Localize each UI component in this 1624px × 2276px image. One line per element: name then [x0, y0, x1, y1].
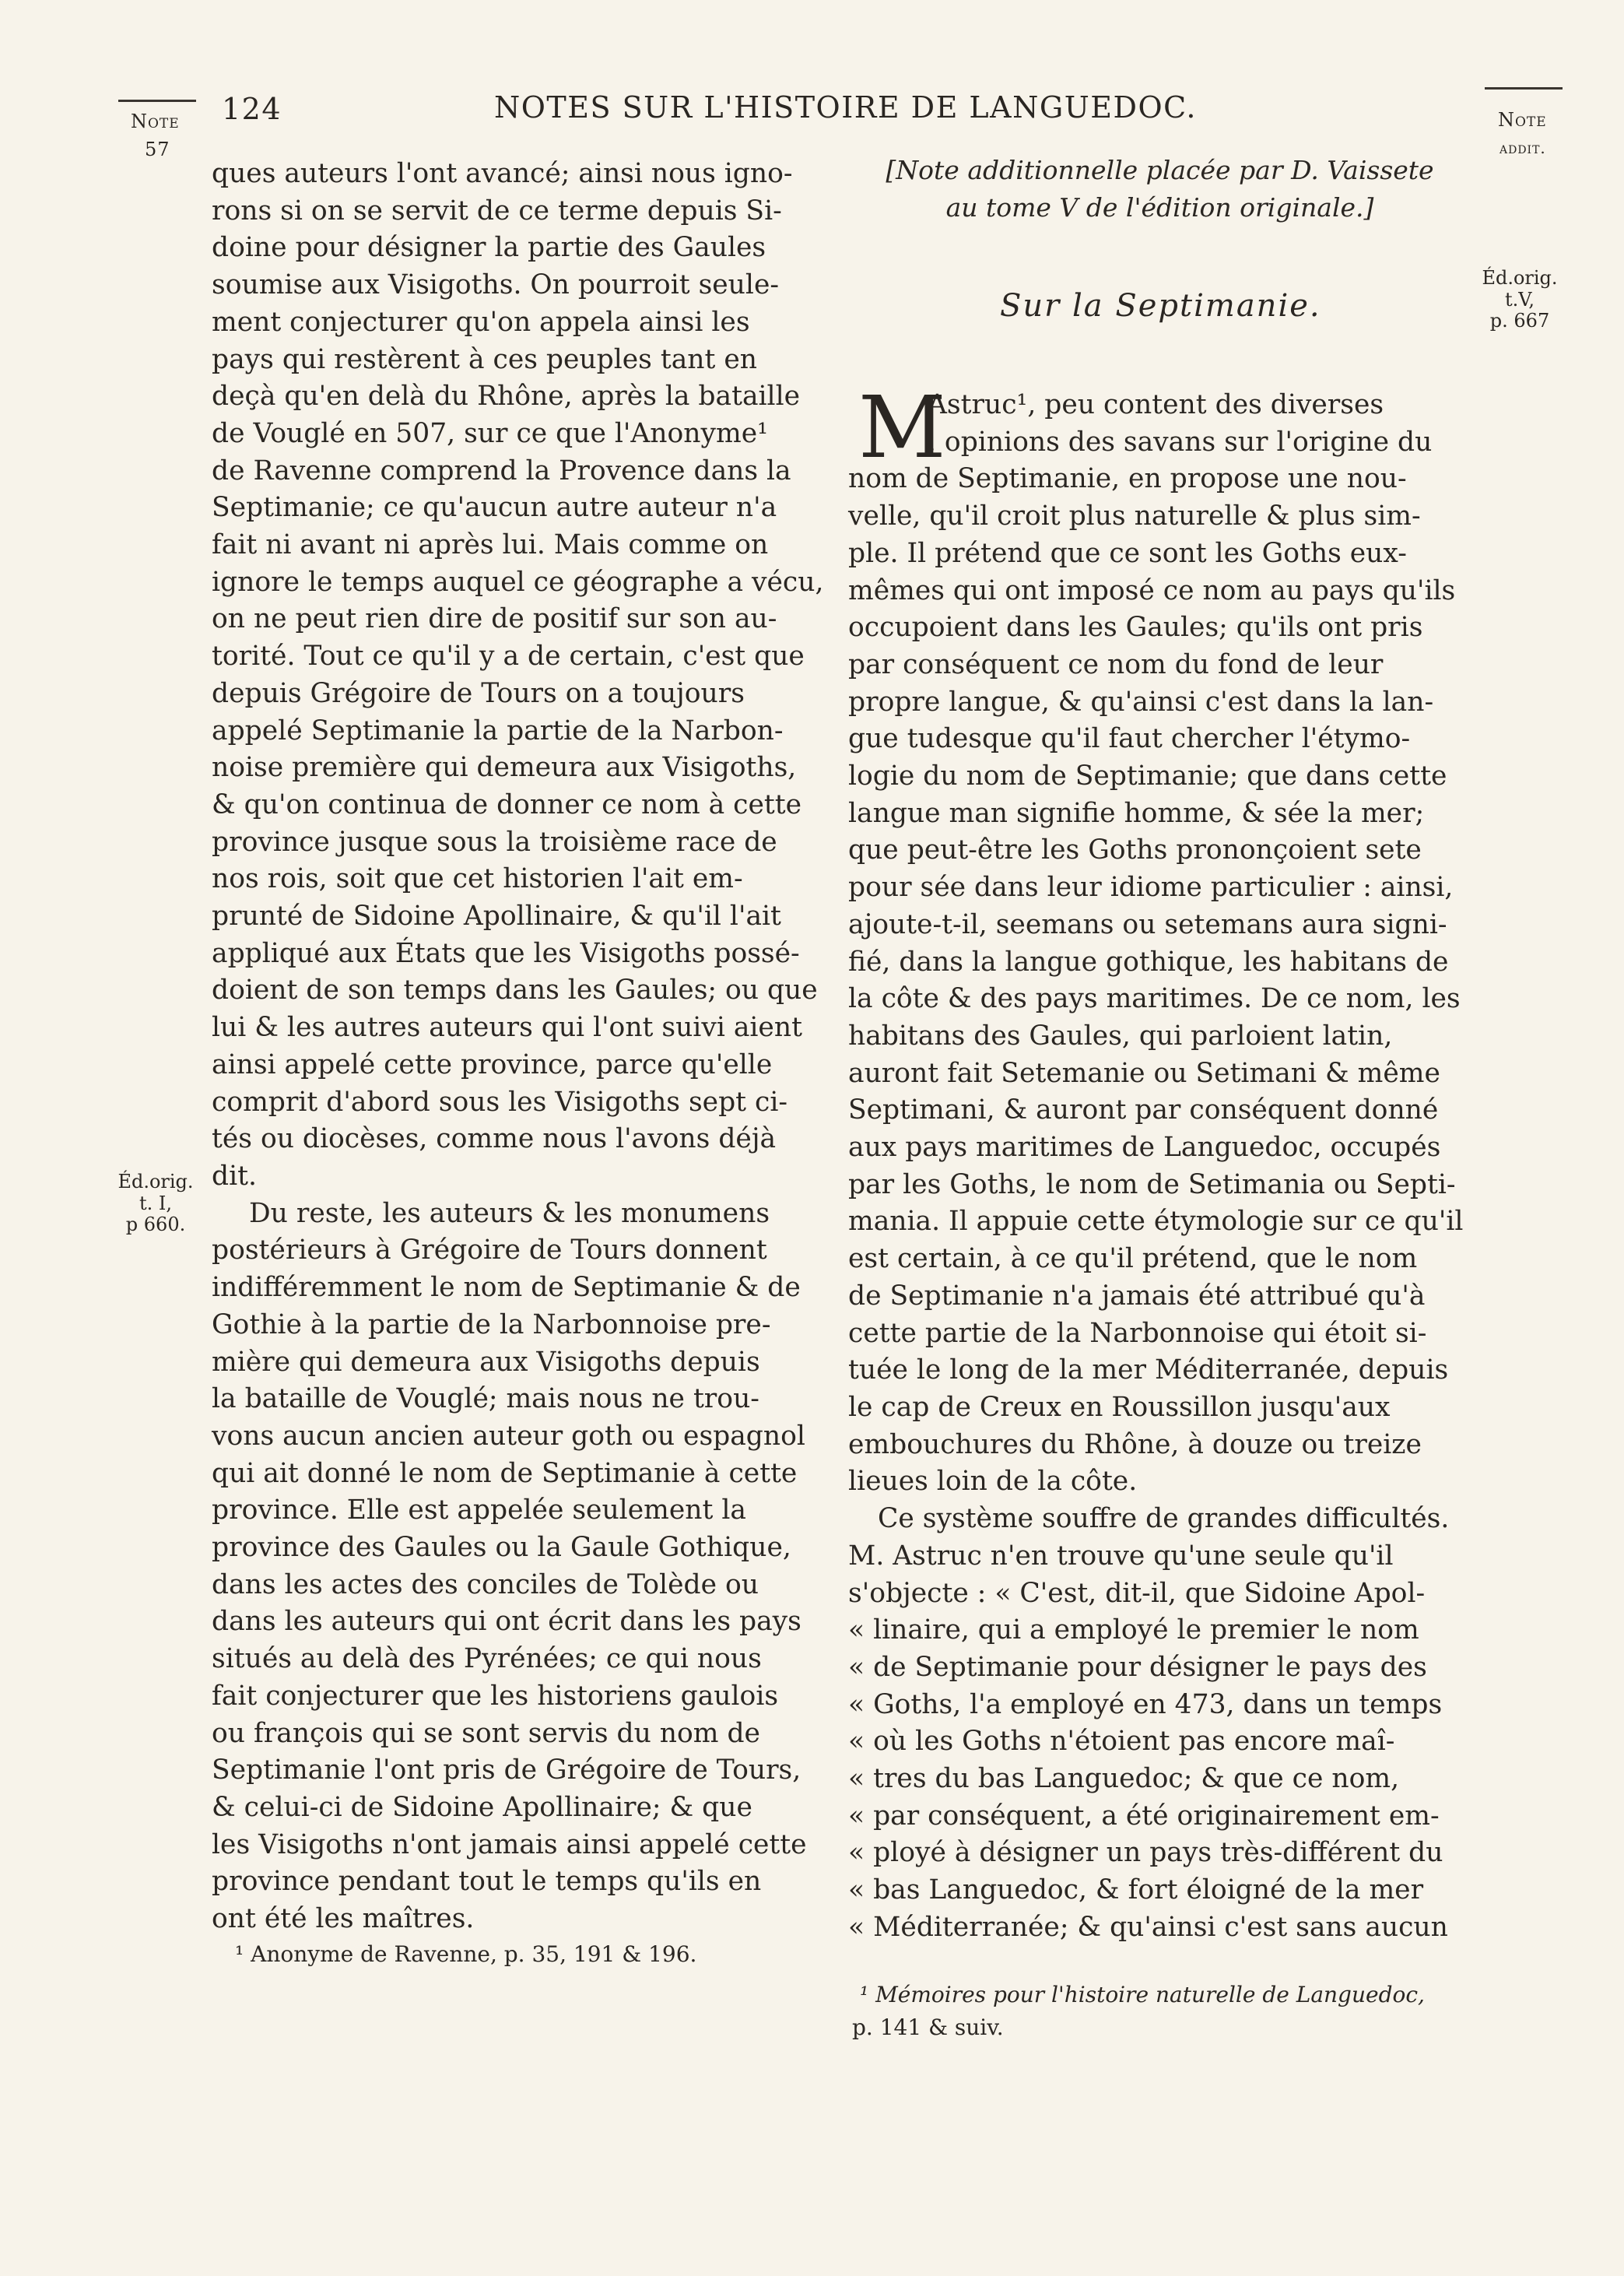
- text-line: s'objecte : « C'est, dit-il, que Sidoine Apol-: [848, 1577, 1426, 1609]
- text-line: « bas Languedoc, & fort éloigné de la mer: [848, 1874, 1424, 1906]
- text-line: propre langue, & qu'ainsi c'est dans la lan-: [848, 686, 1434, 718]
- text-line: « où les Goths n'étoient pas encore maî-: [848, 1726, 1395, 1758]
- right-edition-line: p. 667: [1489, 310, 1550, 332]
- text-line: postérieurs à Grégoire de Tours donnent: [212, 1235, 767, 1266]
- text-line: les Visigoths n'ont jamais ainsi appelé cette: [212, 1828, 807, 1860]
- right-edition-line: t.V,: [1504, 288, 1535, 311]
- text-line: qui ait donné le nom de Septimanie à cette: [212, 1457, 798, 1489]
- text-line: langue man signifie homme, & sée la mer;: [848, 797, 1425, 829]
- text-line: « ployé à désigner un pays très-différent du: [848, 1837, 1443, 1869]
- right-footnote-line1: ¹ Mémoires pour l'histoire naturelle de Languedoc,: [860, 1982, 1425, 2007]
- left-edition-line: t. I,: [139, 1192, 172, 1214]
- text-line: lui & les autres auteurs qui l'ont suivi aient: [212, 1012, 802, 1044]
- running-title: NOTES SUR L'HISTOIRE DE LANGUEDOC.: [494, 90, 1197, 125]
- left-note-number: 57: [145, 139, 170, 160]
- text-line: fié, dans la langue gothique, les habitans de: [848, 946, 1449, 978]
- text-line: pour sée dans leur idiome particulier : ainsi,: [848, 872, 1454, 904]
- text-line: province. Elle est appelée seulement la: [212, 1495, 746, 1526]
- text-line: mière qui demeura aux Visigoths depuis: [212, 1346, 760, 1378]
- text-line: aux pays maritimes de Languedoc, occupés: [848, 1132, 1441, 1164]
- text-line: « par conséquent, a été originairement em-: [848, 1800, 1440, 1832]
- note-intro: [858, 152, 1461, 227]
- text-line: appliqué aux États que les Visigoths possé-: [212, 937, 800, 969]
- text-line: lieues loin de la côte.: [848, 1466, 1138, 1498]
- drop-cap: M: [858, 378, 946, 477]
- text-line: fait ni avant ni après lui. Mais comme on: [212, 529, 769, 561]
- text-line: Septimani, & auront par conséquent donné: [848, 1094, 1439, 1126]
- text-line: Du reste, les auteurs & les monumens: [249, 1197, 770, 1229]
- text-line: Astruc¹, peu content des diverses: [928, 389, 1384, 420]
- text-line: par conséquent ce nom du fond de leur: [848, 648, 1384, 680]
- text-line: Septimanie; ce qu'aucun autre auteur n'a: [212, 492, 777, 524]
- text-line: gue tudesque qu'il faut chercher l'étymo-: [848, 723, 1411, 755]
- text-line: « tres du bas Languedoc; & que ce nom,: [848, 1763, 1400, 1795]
- left-note-label: Note: [131, 111, 180, 132]
- text-line: & celui-ci de Sidoine Apollinaire; & que: [212, 1791, 752, 1823]
- text-line: ont été les maîtres.: [212, 1903, 475, 1935]
- text-line: dit.: [212, 1160, 257, 1192]
- text-line: situés au delà des Pyrénées; ce qui nous: [212, 1643, 762, 1675]
- right-note-label: Note: [1498, 109, 1547, 131]
- right-edition-line: Éd.orig.: [1482, 267, 1558, 289]
- text-line: « Goths, l'a employé en 473, dans un temps: [848, 1688, 1443, 1720]
- text-line: ignore le temps auquel ce géographe a vécu,: [212, 566, 824, 598]
- left-edition-ref: [109, 1171, 202, 1236]
- text-line: nos rois, soit que cet historien l'ait em-: [212, 863, 743, 895]
- text-line: ques auteurs l'ont avancé; ainsi nous igno-: [212, 158, 793, 189]
- text-line: province pendant tout le temps qu'ils en: [212, 1866, 762, 1898]
- text-line: doient de son temps dans les Gaules; ou que: [212, 975, 818, 1006]
- text-line: par les Goths, le nom de Setimania ou Septi-: [848, 1168, 1456, 1200]
- left-column-text: [212, 156, 824, 1938]
- text-line: embouchures du Rhône, à douze ou treize: [848, 1428, 1422, 1460]
- text-line: vons aucun ancien auteur goth ou espagnol: [212, 1420, 805, 1452]
- text-line: tuée le long de la mer Méditerranée, depuis: [848, 1354, 1449, 1386]
- text-line: ple. Il prétend que ce sont les Goths eux-: [848, 537, 1407, 569]
- text-line: prunté de Sidoine Apollinaire, & qu'il l'ait: [212, 901, 781, 933]
- text-line: mêmes qui ont imposé ce nom au pays qu'ils: [848, 574, 1456, 606]
- text-line: auront fait Setemanie ou Setimani & même: [848, 1057, 1440, 1089]
- section-title: Sur la Septimanie.: [1000, 288, 1321, 324]
- text-line: ment conjecturer qu'on appela ainsi les: [212, 306, 750, 338]
- text-line: soumise aux Visigoths. On pourroit seule-: [212, 269, 780, 301]
- text-line: est certain, à ce qu'il prétend, que le nom: [848, 1243, 1418, 1275]
- right-note-addit: addit.: [1499, 139, 1546, 157]
- text-line: que peut-être les Goths prononçoient sete: [848, 834, 1422, 866]
- text-line: province des Gaules ou la Gaule Gothique,: [212, 1532, 791, 1564]
- right-edition-ref: [1477, 268, 1563, 332]
- left-note-rule: [118, 100, 196, 102]
- text-line: indifféremment le nom de Septimanie & de: [212, 1272, 801, 1304]
- text-line: de Ravenne comprend la Provence dans la: [212, 455, 791, 486]
- text-line: nom de Septimanie, en propose une nou-: [848, 463, 1407, 495]
- text-line: ou françois qui se sont servis du nom de: [212, 1717, 760, 1749]
- text-line: « linaire, qui a employé le premier le nom: [848, 1614, 1419, 1646]
- left-edition-line: Éd.orig.: [118, 1171, 194, 1192]
- text-line: appelé Septimanie la partie de la Narbon-: [212, 715, 784, 746]
- right-note-rule: [1485, 87, 1563, 90]
- right-footnote: [852, 1979, 1459, 2044]
- text-line: le cap de Creux en Roussillon jusqu'aux: [848, 1391, 1391, 1423]
- text-line: de Septimanie n'a jamais été attribué qu'à: [848, 1280, 1426, 1312]
- text-line: cette partie de la Narbonnoise qui étoit si-: [848, 1317, 1427, 1349]
- text-line: tés ou diocèses, comme nous l'avons déjà: [212, 1123, 777, 1155]
- text-line: velle, qu'il croit plus naturelle & plus sim-: [848, 501, 1421, 532]
- text-line: Gothie à la partie de la Narbonnoise pre-: [212, 1308, 771, 1340]
- text-line: torité. Tout ce qu'il y a de certain, c'est que: [212, 641, 805, 673]
- text-line: Septimanie l'ont pris de Grégoire de Tours,: [212, 1754, 801, 1786]
- text-line: occupoient dans les Gaules; qu'ils ont pris: [848, 612, 1423, 644]
- right-footnote-line2: p. 141 & suiv.: [852, 2014, 1004, 2040]
- note-intro-line1: [Note additionnelle placée par D. Vaissete: [886, 155, 1434, 185]
- text-line: « de Septimanie pour désigner le pays des: [848, 1651, 1427, 1683]
- text-line: M. Astruc n'en trouve qu'une seule qu'il: [848, 1540, 1394, 1572]
- text-line: rons si on se servit de ce terme depuis Si-: [212, 195, 782, 227]
- text-line: province jusque sous la troisième race de: [212, 826, 777, 858]
- text-line: comprit d'abord sous les Visigoths sept ci-: [212, 1086, 788, 1118]
- text-line: ainsi appelé cette province, parce qu'elle: [212, 1048, 773, 1080]
- right-column-text: [848, 378, 1464, 1947]
- text-line: dans les auteurs qui ont écrit dans les pays: [212, 1606, 801, 1638]
- left-edition-line: p 660.: [125, 1214, 186, 1236]
- page-number: 124: [222, 92, 282, 126]
- text-line: logie du nom de Septimanie; que dans cette: [848, 760, 1447, 792]
- text-line: on ne peut rien dire de positif sur son au-: [212, 603, 777, 635]
- text-line: pays qui restèrent à ces peuples tant en: [212, 343, 757, 375]
- left-footnote: ¹ Anonyme de Ravenne, p. 35, 191 & 196.: [235, 1941, 697, 1967]
- text-line: ajoute-t-il, seemans ou setemans aura signi-: [848, 908, 1447, 940]
- text-line: . opinions des savans sur l'origine du: [928, 426, 1433, 458]
- text-line: la côte & des pays maritimes. De ce nom, les: [848, 983, 1461, 1015]
- text-line: doine pour désigner la partie des Gaules: [212, 232, 766, 264]
- text-line: & qu'on continua de donner ce nom à cette: [212, 789, 802, 820]
- text-line: depuis Grégoire de Tours on a toujours: [212, 677, 745, 709]
- text-line: « Méditerranée; & qu'ainsi c'est sans aucun: [848, 1911, 1448, 1943]
- text-line: mania. Il appuie cette étymologie sur ce qu'il: [848, 1206, 1464, 1238]
- text-line: deçà qu'en delà du Rhône, après la bataille: [212, 381, 801, 413]
- text-line: noise première qui demeura aux Visigoths,: [212, 752, 797, 784]
- text-line: habitans des Gaules, qui parloient latin,: [848, 1020, 1393, 1052]
- text-line: Ce système souffre de grandes difficultés.: [878, 1503, 1450, 1535]
- text-line: dans les actes des conciles de Tolède ou: [212, 1568, 759, 1600]
- note-intro-line2: au tome V de l'édition originale.]: [945, 192, 1374, 223]
- text-line: de Vouglé en 507, sur ce que l'Anonyme¹: [212, 417, 768, 449]
- text-line: fait conjecturer que les historiens gaulois: [212, 1680, 779, 1712]
- text-line: la bataille de Vouglé; mais nous ne trou-: [212, 1383, 759, 1415]
